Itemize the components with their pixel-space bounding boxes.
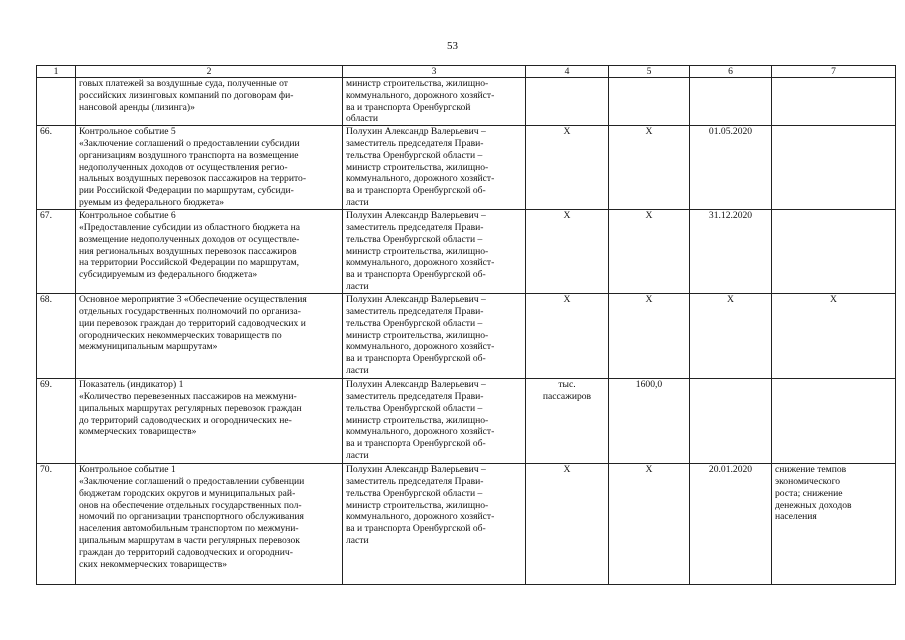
row-number-cell bbox=[37, 379, 76, 464]
c6-line: 31.12.2020 bbox=[708, 210, 753, 222]
measure-name-cell bbox=[76, 78, 343, 126]
c4-cell bbox=[526, 78, 609, 126]
c6-cell bbox=[690, 294, 772, 379]
measure-name-line: номочий по организации транспортного обслуживания bbox=[79, 511, 304, 523]
c6-cell bbox=[690, 379, 772, 464]
responsible-cell bbox=[343, 78, 526, 126]
responsible-line: министр строительства, жилищно- bbox=[346, 329, 489, 341]
table-row bbox=[37, 379, 896, 464]
responsible-line: Полухин Александр Валерьевич – bbox=[346, 464, 486, 476]
measure-name-line: Контрольное событие 1 bbox=[79, 464, 176, 476]
c7-line: экономического bbox=[775, 475, 841, 487]
c4-line: пассажиров bbox=[542, 390, 592, 402]
c7-line: денежных доходов bbox=[775, 499, 852, 511]
measure-name-line: Показатель (индикатор) 1 bbox=[79, 379, 184, 391]
table-row bbox=[37, 78, 896, 126]
responsible-line: заместитель председателя Прави- bbox=[346, 137, 484, 149]
c4-line: Х bbox=[563, 294, 571, 306]
measure-name-line: руемым из федерального бюджета» bbox=[79, 196, 225, 208]
c4-cell bbox=[526, 210, 609, 294]
measure-name-line: онов на обеспечение отдельных государственных пол- bbox=[79, 499, 302, 511]
column-header: 6 bbox=[690, 66, 772, 78]
header-row bbox=[37, 66, 896, 78]
responsible-line: ва и транспорта Оренбургской об- bbox=[346, 269, 486, 281]
measure-name-line: населения автомобильным транспортом по межмуни- bbox=[79, 523, 299, 535]
responsible-line: коммунального, дорожного хозяйст- bbox=[346, 511, 495, 523]
c7-cell bbox=[772, 78, 896, 126]
c5-line: Х bbox=[645, 464, 653, 476]
responsible-line: ласти bbox=[346, 364, 369, 376]
responsible-cell bbox=[343, 294, 526, 379]
measure-name-line: субсидируемым из федерального бюджета» bbox=[79, 269, 258, 281]
column-header: 5 bbox=[609, 66, 690, 78]
c7-line: снижение темпов bbox=[775, 464, 847, 476]
c7-cell bbox=[772, 210, 896, 294]
measure-name-cell bbox=[76, 294, 343, 379]
measure-name-line: коммерческих товариществ» bbox=[79, 426, 197, 438]
table-row bbox=[37, 210, 896, 294]
row-number-cell bbox=[37, 294, 76, 379]
c4-line: тыс. bbox=[558, 379, 576, 391]
responsible-cell bbox=[343, 126, 526, 210]
c7-cell bbox=[772, 464, 896, 585]
measure-name-line: ских некоммерческих товариществ» bbox=[79, 558, 228, 570]
measure-name-cell bbox=[76, 210, 343, 294]
responsible-line: коммунального, дорожного хозяйст- bbox=[346, 173, 495, 185]
responsible-line: коммунального, дорожного хозяйст- bbox=[346, 426, 495, 438]
measure-name-cell bbox=[76, 464, 343, 585]
c5-line: 1600,0 bbox=[635, 379, 663, 391]
measure-name-line: «Заключение соглашений о предоставлении субвенции bbox=[79, 475, 305, 487]
measure-name-line: Контрольное событие 6 bbox=[79, 210, 176, 222]
measure-name-line: «Количество перевезенных пассажиров на межмуни- bbox=[79, 390, 297, 402]
responsible-line: Полухин Александр Валерьевич – bbox=[346, 210, 486, 222]
responsible-line: заместитель председателя Прави- bbox=[346, 221, 484, 233]
responsible-line: министр строительства, жилищно- bbox=[346, 245, 489, 257]
responsible-line: коммунального, дорожного хозяйст- bbox=[346, 341, 495, 353]
c4-cell bbox=[526, 294, 609, 379]
responsible-line: ва и транспорта Оренбургской об- bbox=[346, 353, 486, 365]
measure-name-line: российских лизинговых компаний по договорам фи- bbox=[79, 89, 294, 101]
responsible-cell bbox=[343, 210, 526, 294]
c4-line: Х bbox=[563, 464, 571, 476]
c5-line: Х bbox=[645, 126, 653, 138]
column-header: 2 bbox=[76, 66, 343, 78]
measure-name-line: говых платежей за воздушные суда, полученные от bbox=[79, 78, 288, 89]
measure-name-line: возмещение недополученных доходов от осуществле- bbox=[79, 233, 300, 245]
c6-line: 20.01.2020 bbox=[708, 464, 753, 476]
row-number: 68. bbox=[40, 294, 52, 306]
responsible-line: министр строительства, жилищно- bbox=[346, 161, 489, 173]
responsible-line: тельства Оренбургской области – bbox=[346, 317, 483, 329]
responsible-line: заместитель председателя Прави- bbox=[346, 475, 484, 487]
measure-name-line: рии Российской Федерации по маршрутам, субсиди- bbox=[79, 185, 294, 197]
measure-name-line: ципальным маршрутам в части регулярных перевозок bbox=[79, 534, 300, 546]
c7-cell bbox=[772, 379, 896, 464]
measure-name-line: организациям воздушного транспорта на возмещение bbox=[79, 149, 299, 161]
measure-name-line: «Предоставление субсидии из областного бюджета на bbox=[79, 221, 301, 233]
column-header: 1 bbox=[37, 66, 76, 78]
measure-name-line: до территорий садоводческих и огороднических не- bbox=[79, 414, 292, 426]
c5-cell bbox=[609, 294, 690, 379]
c4-cell bbox=[526, 126, 609, 210]
measure-name-line: огороднических некоммерческих товариществ по bbox=[79, 329, 282, 341]
row-number: 69. bbox=[40, 379, 52, 391]
responsible-line: заместитель председателя Прави- bbox=[346, 305, 484, 317]
responsible-line: тельства Оренбургской области – bbox=[346, 402, 483, 414]
responsible-line: ласти bbox=[346, 534, 369, 546]
c5-cell bbox=[609, 379, 690, 464]
responsible-line: Полухин Александр Валерьевич – bbox=[346, 379, 486, 391]
responsible-line: ласти bbox=[346, 449, 369, 461]
column-header: 4 bbox=[526, 66, 609, 78]
responsible-line: области bbox=[346, 113, 379, 125]
row-number-cell bbox=[37, 210, 76, 294]
responsible-line: заместитель председателя Прави- bbox=[346, 390, 484, 402]
measure-name-cell bbox=[76, 126, 343, 210]
responsible-line: тельства Оренбургской области – bbox=[346, 487, 483, 499]
measure-name-cell bbox=[76, 379, 343, 464]
row-number-cell bbox=[37, 126, 76, 210]
row-number: 70. bbox=[40, 464, 52, 476]
responsible-line: Полухин Александр Валерьевич – bbox=[346, 126, 486, 138]
responsible-line: министр строительства, жилищно- bbox=[346, 78, 489, 89]
measure-name-line: Основное мероприятие 3 «Обеспечение осуществления bbox=[79, 294, 307, 306]
table-row bbox=[37, 464, 896, 585]
responsible-line: коммунального, дорожного хозяйст- bbox=[346, 89, 495, 101]
measure-name-line: ципальных маршрутах регулярных перевозок граждан bbox=[79, 402, 302, 414]
measure-name-line: недополученных доходов от осуществления регио- bbox=[79, 161, 288, 173]
measure-name-line: межмуниципальным маршрутам» bbox=[79, 341, 218, 353]
measure-name-line: на территории Российской Федерации по маршрутам, bbox=[79, 257, 299, 269]
c5-line: Х bbox=[645, 294, 653, 306]
measure-name-line: Контрольное событие 5 bbox=[79, 126, 176, 138]
measure-name-line: нальных воздушных перевозок пассажиров на террито- bbox=[79, 173, 307, 185]
c7-line: роста; снижение bbox=[775, 487, 843, 499]
responsible-line: тельства Оренбургской области – bbox=[346, 233, 483, 245]
c5-cell bbox=[609, 126, 690, 210]
row-number: 66. bbox=[40, 126, 52, 138]
measure-name-line: бюджетам городских округов и муниципальных рай- bbox=[79, 487, 296, 499]
c7-line: населения bbox=[775, 511, 817, 523]
responsible-line: Полухин Александр Валерьевич – bbox=[346, 294, 486, 306]
c4-line: Х bbox=[563, 126, 571, 138]
c5-cell bbox=[609, 78, 690, 126]
responsible-line: министр строительства, жилищно- bbox=[346, 414, 489, 426]
measure-name-line: отдельных государственных полномочий по организа- bbox=[79, 305, 301, 317]
measure-name-line: ния региональных воздушных перевозок пассажиров bbox=[79, 245, 297, 257]
c6-line: 01.05.2020 bbox=[708, 126, 753, 138]
responsible-line: ва и транспорта Оренбургской bbox=[346, 101, 471, 113]
column-header: 7 bbox=[772, 66, 896, 78]
c4-cell bbox=[526, 464, 609, 585]
page-number: 53 bbox=[447, 40, 458, 52]
responsible-line: ва и транспорта Оренбургской об- bbox=[346, 438, 486, 450]
c4-cell bbox=[526, 379, 609, 464]
row-number-cell bbox=[37, 464, 76, 585]
table-row bbox=[37, 126, 896, 210]
c6-line: Х bbox=[727, 294, 734, 306]
responsible-line: ва и транспорта Оренбургской об- bbox=[346, 523, 486, 535]
responsible-cell bbox=[343, 464, 526, 585]
measure-name-line: граждан до территорий садоводческих и огороднич- bbox=[79, 546, 293, 558]
measures-table bbox=[36, 65, 896, 585]
measure-name-line: «Заключение соглашений о предоставлении субсидии bbox=[79, 137, 300, 149]
c7-line: Х bbox=[830, 294, 837, 306]
responsible-line: тельства Оренбургской области – bbox=[346, 149, 483, 161]
c5-line: Х bbox=[645, 210, 653, 222]
measure-name-line: нансовой аренды (лизинга)» bbox=[79, 101, 195, 113]
c6-cell bbox=[690, 210, 772, 294]
responsible-line: министр строительства, жилищно- bbox=[346, 499, 489, 511]
c7-cell bbox=[772, 294, 896, 379]
c5-cell bbox=[609, 464, 690, 585]
row-number: 67. bbox=[40, 210, 52, 222]
c6-cell bbox=[690, 126, 772, 210]
responsible-line: ласти bbox=[346, 196, 369, 208]
c7-cell bbox=[772, 126, 896, 210]
responsible-line: ласти bbox=[346, 280, 369, 292]
c6-cell bbox=[690, 78, 772, 126]
c5-cell bbox=[609, 210, 690, 294]
responsible-line: ва и транспорта Оренбургской об- bbox=[346, 185, 486, 197]
measure-name-line: ции перевозок граждан до территорий садоводческих и bbox=[79, 317, 306, 329]
responsible-line: коммунального, дорожного хозяйст- bbox=[346, 257, 495, 269]
column-header: 3 bbox=[343, 66, 526, 78]
responsible-cell bbox=[343, 379, 526, 464]
table-row bbox=[37, 294, 896, 379]
c4-line: Х bbox=[563, 210, 571, 222]
row-number-cell bbox=[37, 78, 76, 126]
c6-cell bbox=[690, 464, 772, 585]
